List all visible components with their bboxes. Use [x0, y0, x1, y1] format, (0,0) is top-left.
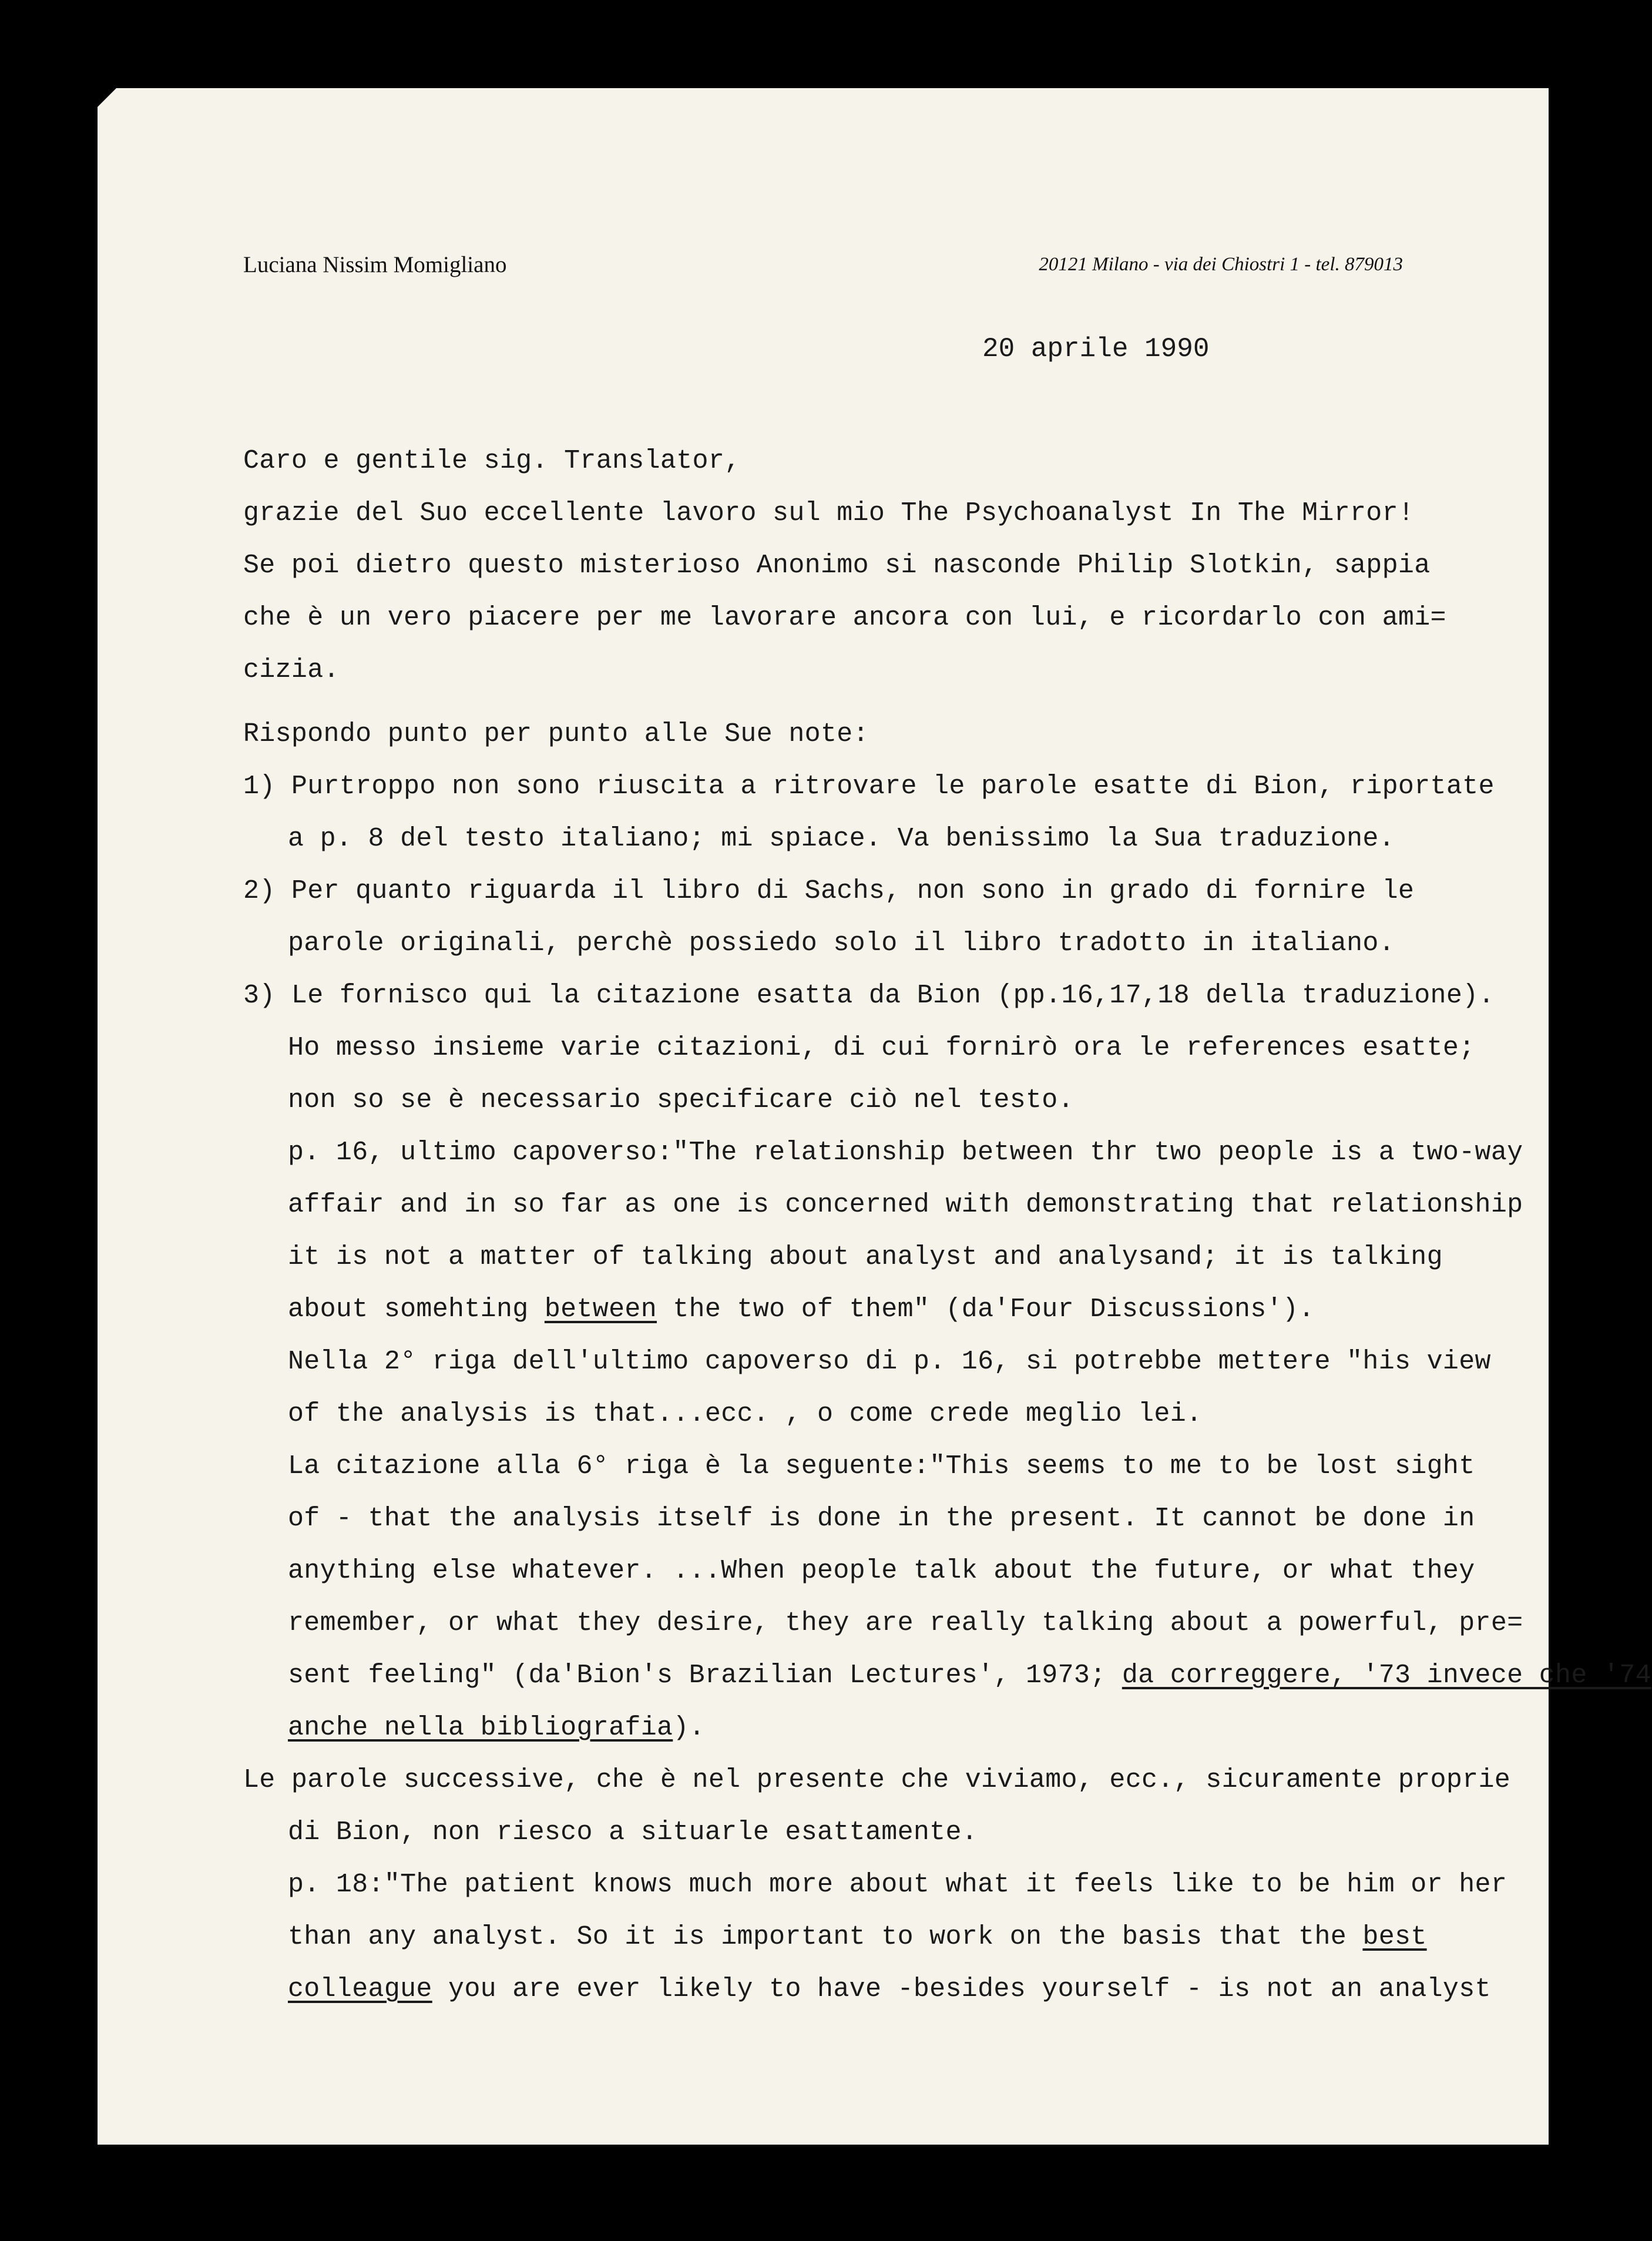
underlined-text: between [544, 1294, 657, 1324]
text-line: of the analysis is that...ecc. , o come crede meglio lei. [288, 1399, 1203, 1429]
torn-corner [98, 88, 116, 107]
text-line: di Bion, non riesco a situarle esattamente. [288, 1817, 978, 1847]
text-segment: sent feeling" (da'Bion's Brazilian Lectures', 1973; [288, 1660, 1122, 1690]
underlined-text: best [1362, 1922, 1427, 1952]
text-line [243, 1702, 1536, 1754]
point-1: 1) Purtroppo non sono riuscita a ritrovare le parole esatte di Bion, riportate [243, 771, 1495, 801]
text-line: grazie del Suo eccellente lavoro sul mio The Psychoanalyst In The Mirror! [243, 498, 1415, 528]
text-segment: about somehting [288, 1294, 545, 1324]
text-line: Ho messo insieme varie citazioni, di cui fornirò ora le references esatte; [288, 1033, 1475, 1063]
text-line: of - that the analysis itself is done in the present. It cannot be done in [288, 1504, 1475, 1534]
text-line: Nella 2° riga dell'ultimo capoverso di p. 16, si potrebbe mettere "his view [288, 1347, 1491, 1377]
text-line: Le parole successive, che è nel presente che viviamo, ecc., sicuramente proprie [243, 1765, 1511, 1795]
text-line: non so se è necessario specificare ciò nel testo. [288, 1085, 1074, 1115]
text-line: a p. 8 del testo italiano; mi spiace. Va benissimo la Sua traduzione. [288, 824, 1395, 854]
underlined-text: anche nella bibliografia [288, 1713, 673, 1743]
text-segment: the two of them" (da'Four Discussions'). [657, 1294, 1315, 1324]
letterhead-name: Luciana Nissim Momigliano [243, 252, 507, 277]
text-line: it is not a matter of talking about analyst and analysand; it is talking [288, 1242, 1443, 1272]
point-2: 2) Per quanto riguarda il libro di Sachs, non sono in grado di fornire le [243, 876, 1415, 906]
text-line: remember, or what they desire, they are really talking about a powerful, pre= [288, 1608, 1523, 1638]
text-line: p. 16, ultimo capoverso:"The relationship between thr two people is a two-way [288, 1138, 1523, 1168]
text-segment: you are ever likely to have -besides yourself - is not an analyst [432, 1974, 1491, 2004]
salutation: Caro e gentile sig. Translator, [243, 446, 741, 476]
letter-body [243, 435, 1651, 2015]
text-line [243, 1283, 1536, 1336]
text-line: p. 18:"The patient knows much more about what it feels like to be him or her [288, 1870, 1507, 1900]
text-line: Se poi dietro questo misterioso Anonimo si nasconde Philip Slotkin, sappia [243, 551, 1431, 581]
text-line: parole originali, perchè possiedo solo il libro tradotto in italiano. [288, 928, 1395, 958]
text-line: affair and in so far as one is concerned with demonstrating that relationship [288, 1190, 1523, 1220]
text-line [243, 1649, 1651, 1702]
text-line: Rispondo punto per punto alle Sue note: [243, 719, 869, 749]
text-segment: ). [673, 1713, 705, 1743]
text-line: che è un vero piacere per me lavorare ancora con lui, e ricordarlo con ami= [243, 603, 1446, 633]
letter-date: 20 aprile 1990 [982, 334, 1210, 364]
text-line: cizia. [243, 655, 340, 685]
text-line: La citazione alla 6° riga è la seguente:"This seems to me to be lost sight [288, 1451, 1475, 1481]
point-3: 3) Le fornisco qui la citazione esatta da Bion (pp.16,17,18 della traduzione). [243, 981, 1495, 1011]
text-line [243, 1963, 1536, 2015]
text-line [243, 1911, 1536, 1963]
underlined-text: da correggere, '73 invece che '74 [1122, 1660, 1651, 1690]
text-line: anything else whatever. ...When people talk about the future, or what they [288, 1556, 1475, 1586]
underlined-text: colleague [288, 1974, 432, 2004]
text-segment: than any analyst. So it is important to work on the basis that the [288, 1922, 1363, 1952]
letter-page [98, 88, 1651, 2145]
letterhead [243, 251, 1403, 287]
letterhead-address: 20121 Milano - via dei Chiostri 1 - tel. 879013 [1039, 254, 1403, 275]
